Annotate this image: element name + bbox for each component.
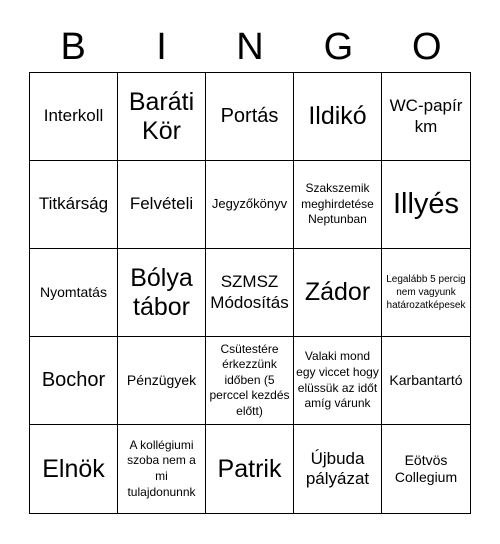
bingo-cell-r3-c2[interactable]: Bólya tábor (118, 249, 206, 337)
bingo-cell-r1-c4[interactable]: Ildikó (294, 73, 382, 161)
header-letter-b: B (60, 26, 86, 68)
bingo-cell-r1-c5[interactable]: WC-papír km (382, 73, 470, 161)
bingo-cell-r1-c3[interactable]: Portás (206, 73, 294, 161)
bingo-cell-r4-c2[interactable]: Pénzügyek (118, 337, 206, 425)
bingo-cell-r4-c3[interactable]: Csütestére érkezzünk időben (5 perccel kezdés előtt) (206, 337, 294, 425)
bingo-cell-r1-c2[interactable]: Baráti Kör (118, 73, 206, 161)
bingo-cell-r4-c4[interactable]: Valaki mond egy viccet hogy elüssük az időt amíg várunk (294, 337, 382, 425)
bingo-cell-r3-c4[interactable]: Zádor (294, 249, 382, 337)
bingo-header (29, 22, 471, 72)
bingo-cell-r2-c1[interactable]: Titkárság (30, 161, 118, 249)
bingo-cell-r3-c5[interactable]: Legalább 5 percig nem vagyunk határozatképesek (382, 249, 470, 337)
bingo-cell-r4-c5[interactable]: Karbantartó (382, 337, 470, 425)
header-letter-g: G (323, 26, 354, 68)
bingo-cell-r3-c3[interactable]: SZMSZ Módosítás (206, 249, 294, 337)
bingo-board (29, 72, 471, 514)
bingo-cell-r2-c5[interactable]: Illyés (382, 161, 470, 249)
bingo-cell-r3-c1[interactable]: Nyomtatás (30, 249, 118, 337)
bingo-cell-r2-c2[interactable]: Felvételi (118, 161, 206, 249)
bingo-cell-r2-c3[interactable]: Jegyzőkönyv (206, 161, 294, 249)
header-letter-o: O (411, 26, 442, 68)
header-letter-n: N (236, 26, 264, 68)
bingo-cell-r1-c1[interactable]: Interkoll (30, 73, 118, 161)
bingo-cell-r2-c4[interactable]: Szakszemik meghirdetése Neptunban (294, 161, 382, 249)
bingo-cell-r5-c3[interactable]: Patrik (206, 425, 294, 513)
bingo-cell-r5-c1[interactable]: Elnök (30, 425, 118, 513)
bingo-cell-r4-c1[interactable]: Bochor (30, 337, 118, 425)
bingo-cell-r5-c5[interactable]: Eötvös Collegium (394, 451, 458, 485)
bingo-cell-r5-c2[interactable]: A kollégiumi szoba nem a mi tulajdonunnk (118, 425, 206, 513)
header-letter-i: I (156, 26, 167, 68)
bingo-cell-r5-c4[interactable]: Újbuda pályázat (294, 425, 382, 513)
